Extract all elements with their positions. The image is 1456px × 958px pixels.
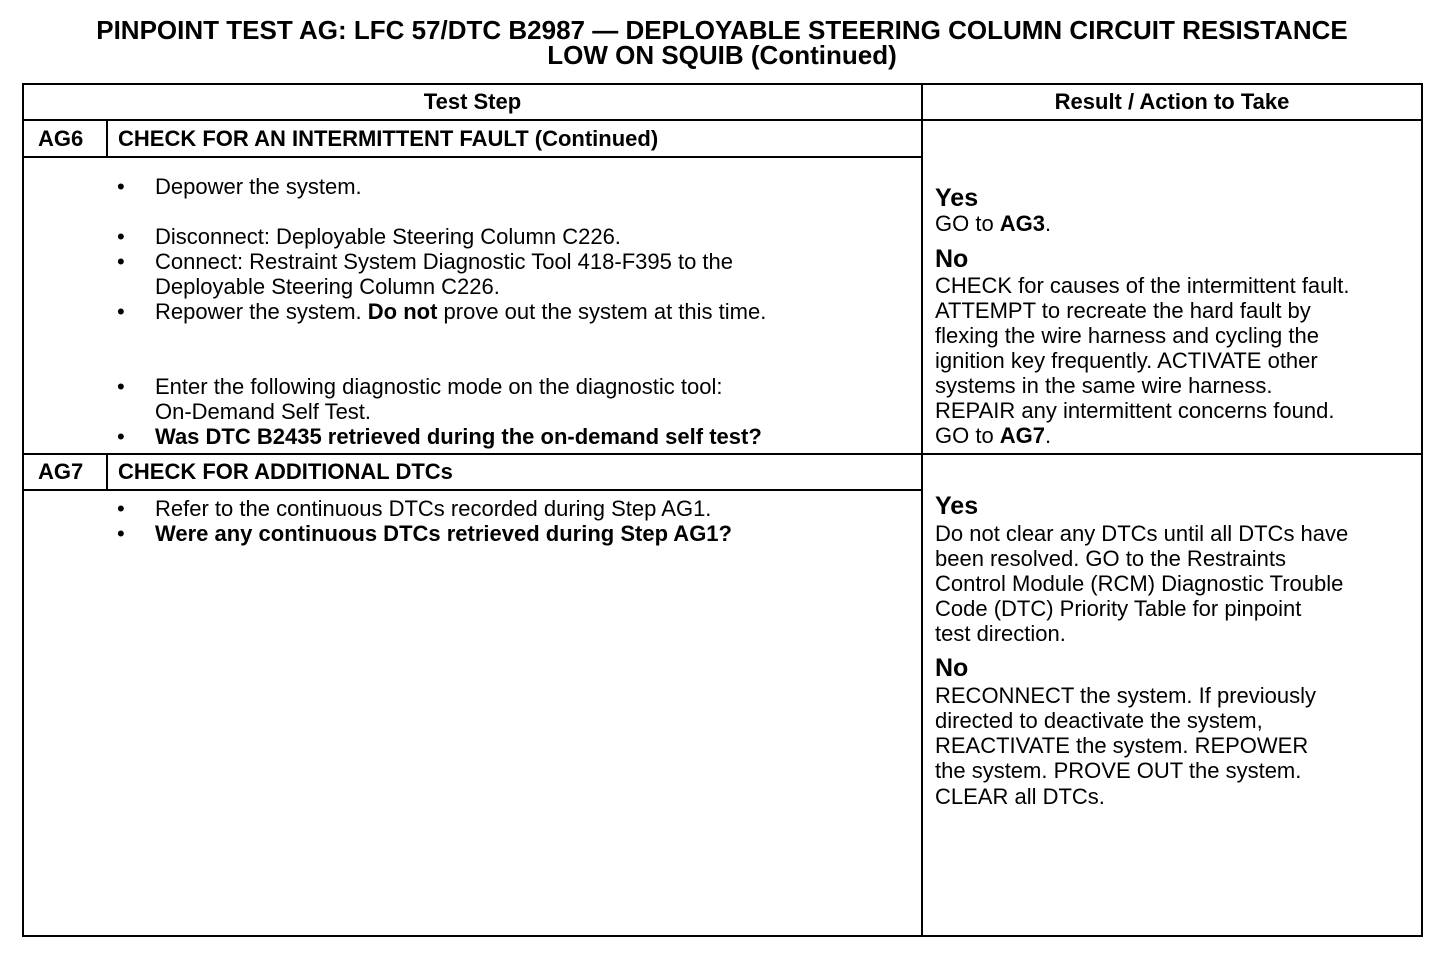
ag6-step-enter-mode-line1: Enter the following diagnostic mode on the diagnostic tool: xyxy=(155,374,723,399)
bullet: • xyxy=(117,249,125,274)
column-divider xyxy=(921,85,923,935)
ag6-no-period: . xyxy=(1045,423,1052,448)
title-line-2: LOW ON SQUIB (Continued) xyxy=(547,40,897,70)
ag6-step-id: AG6 xyxy=(38,126,84,151)
ag6-no-line-1: CHECK for causes of the intermittent fault. xyxy=(935,273,1350,298)
ag6-step-connect-line1: Connect: Restraint System Diagnostic Tool 418-F395 to the xyxy=(155,249,734,274)
ag7-yes-line-1: Do not clear any DTCs until all DTCs have xyxy=(935,521,1349,546)
bullet: • xyxy=(117,174,125,199)
ag6-step-repower xyxy=(155,299,766,324)
ag6-step-repower-a: Repower the system. xyxy=(155,299,368,324)
bullet: • xyxy=(117,424,125,449)
ag7-row-divider xyxy=(24,453,1421,455)
pinpoint-test-table xyxy=(22,83,1423,937)
bullet: • xyxy=(117,521,125,546)
ag6-no-line-5: systems in the same wire harness. xyxy=(935,373,1273,398)
ag6-no-line-4: ignition key frequently. ACTIVATE other xyxy=(935,348,1318,373)
ag7-no-line-5: CLEAR all DTCs. xyxy=(935,784,1105,809)
ag7-result-no: No xyxy=(935,654,969,682)
page-title xyxy=(0,15,1444,70)
header-divider xyxy=(24,119,1421,121)
ag7-result-yes: Yes xyxy=(935,492,979,520)
ag6-step-repower-c: prove out the system at this time. xyxy=(437,299,767,324)
ag6-result-yes: Yes xyxy=(935,184,979,212)
ag6-heading-divider xyxy=(24,156,921,158)
ag7-step-question: Were any continuous DTCs retrieved during Step AG1? xyxy=(155,521,732,546)
ag6-no-line-3: flexing the wire harness and cycling the xyxy=(935,323,1319,348)
bullet: • xyxy=(117,299,125,324)
ag7-id-divider xyxy=(106,455,108,490)
ag7-heading-divider xyxy=(24,489,921,491)
ag6-no-line-6: REPAIR any intermittent concerns found. xyxy=(935,398,1335,423)
ag7-no-line-3: REACTIVATE the system. REPOWER xyxy=(935,733,1309,758)
header-result: Result / Action to Take xyxy=(1054,89,1290,114)
ag6-result-yes-action xyxy=(935,211,1051,236)
ag6-no-target: AG7 xyxy=(999,423,1046,448)
header-test-step: Test Step xyxy=(423,89,522,114)
title-line-1: PINPOINT TEST AG: LFC 57/DTC B2987 — DEPLOYABLE STEERING COLUMN CIRCUIT RESISTANCE xyxy=(96,15,1348,45)
ag7-yes-line-5: test direction. xyxy=(935,621,1066,646)
ag6-id-divider xyxy=(106,121,108,157)
ag7-step-refer: Refer to the continuous DTCs recorded during Step AG1. xyxy=(155,496,712,521)
ag7-yes-line-4: Code (DTC) Priority Table for pinpoint xyxy=(935,596,1302,621)
ag7-no-line-2: directed to deactivate the system, xyxy=(935,708,1263,733)
ag6-no-goto-text: GO to xyxy=(935,423,1000,448)
ag7-no-line-1: RECONNECT the system. If previously xyxy=(935,683,1317,708)
ag6-yes-period: . xyxy=(1045,211,1052,236)
ag6-yes-goto: GO to xyxy=(935,211,1000,236)
bullet: • xyxy=(117,224,125,249)
ag6-step-heading: CHECK FOR AN INTERMITTENT FAULT (Continued) xyxy=(118,126,659,151)
ag7-yes-line-3: Control Module (RCM) Diagnostic Trouble xyxy=(935,571,1344,596)
ag7-yes-line-2: been resolved. GO to the Restraints xyxy=(935,546,1286,571)
ag6-no-goto xyxy=(935,423,1051,448)
ag6-result-no: No xyxy=(935,245,969,273)
ag6-yes-target: AG3 xyxy=(999,211,1046,236)
ag6-step-disconnect: Disconnect: Deployable Steering Column C226. xyxy=(155,224,621,249)
bullet: • xyxy=(117,374,125,399)
ag6-step-enter-mode-line2: On-Demand Self Test. xyxy=(155,399,372,424)
ag7-step-heading: CHECK FOR ADDITIONAL DTCs xyxy=(118,459,453,484)
bullet: • xyxy=(117,496,125,521)
ag7-step-id: AG7 xyxy=(38,459,84,484)
ag6-step-connect-line2: Deployable Steering Column C226. xyxy=(155,274,500,299)
ag6-step-depower: Depower the system. xyxy=(155,174,362,199)
ag6-step-repower-b: Do not xyxy=(367,299,438,324)
ag6-step-question: Was DTC B2435 retrieved during the on-demand self test? xyxy=(155,424,762,449)
ag6-no-line-2: ATTEMPT to recreate the hard fault by xyxy=(935,298,1311,323)
ag7-no-line-4: the system. PROVE OUT the system. xyxy=(935,758,1302,783)
